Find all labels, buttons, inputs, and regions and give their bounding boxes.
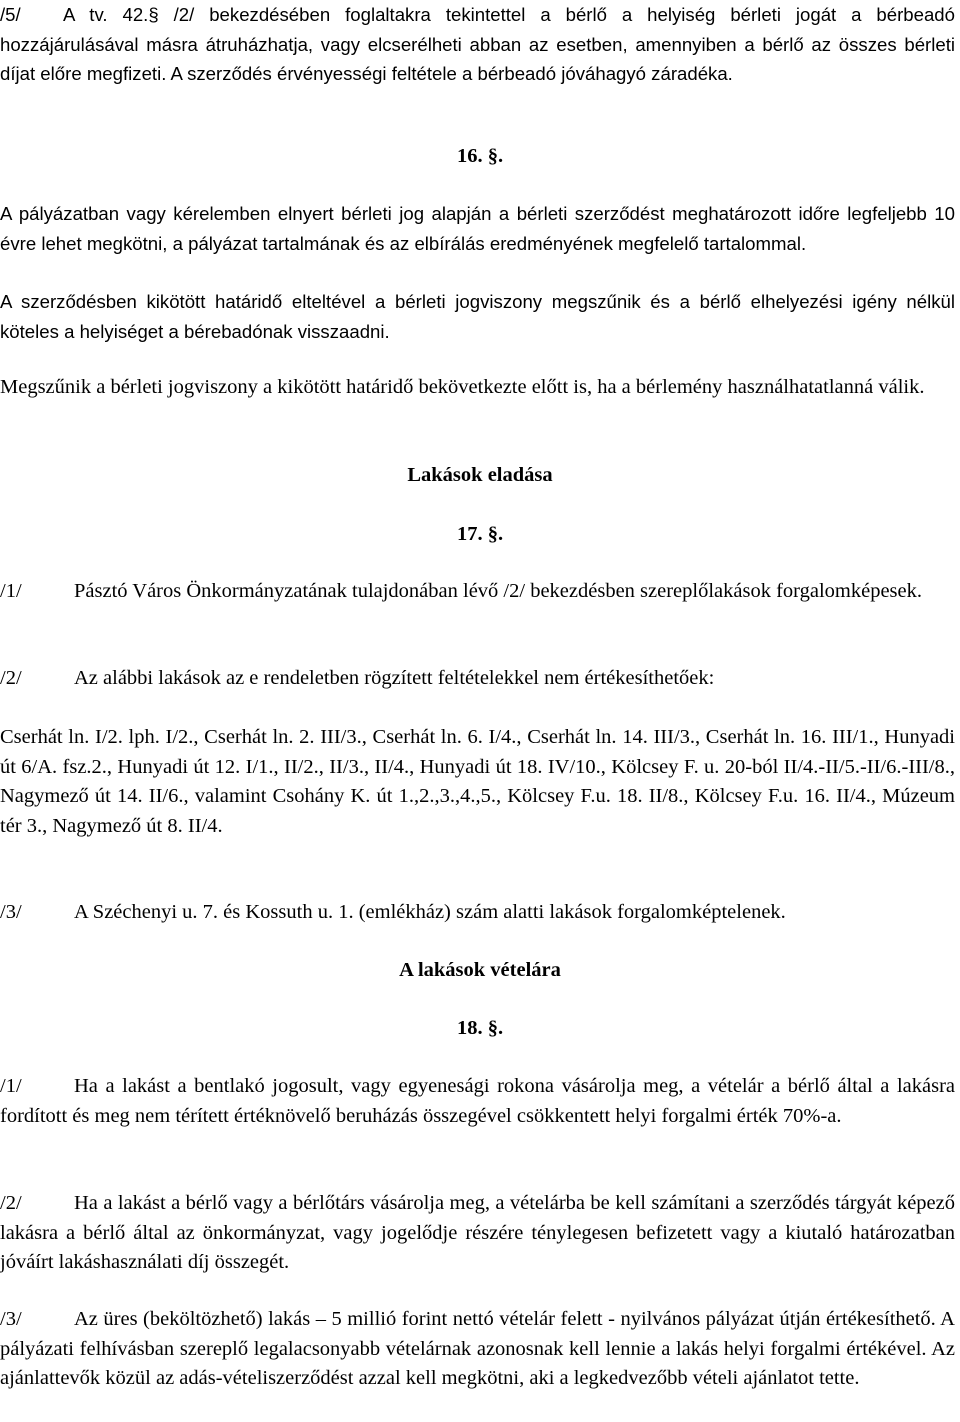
section-16-heading: 16. §. bbox=[456, 145, 504, 167]
paragraph-text: Ha a lakást a bérlő vagy a bérlőtárs vásárolja meg, a vételárba be kell számítani a szerződés tárgyát képező lakásra a bérlő által az önkormányzat, vagy jogelődje részére ténylegesen befizetett vagy a kiutaló határozatban jóváírt lakáshasználati díj összegét. bbox=[0, 1192, 955, 1273]
paragraph-16-1: A pályázatban vagy kérelemben elnyert bérleti jog alapján a bérleti szerződést meghatározott időre legfeljebb 10 évre lehet megkötni, a pályázat tartalmának és az elbírálás eredményének megfelelő tartalommal. bbox=[0, 203, 955, 254]
paragraph-number: /2/ bbox=[0, 1192, 22, 1214]
paragraph-17-3 bbox=[0, 898, 955, 928]
section-title-lakasok-eladasa: Lakások eladása bbox=[407, 464, 553, 486]
apartment-list: Cserhát ln. I/2. lph. I/2., Cserhát ln. 2. III/3., Cserhát ln. 6. I/4., Cserhát ln. 14. III/3., Cserhát ln. 16. III/1., Hunyadi út 6/A. fsz.2., Hunyadi út 12. I/1., II/2., II/3., II/4., Hunyadi út 18. IV/10., Kölcsey F. u. 20-ból II/4.-II/5.-II/6.-III/8., Nagymező út 14. II/6., valamint Csohány K. út 1.,2.,3.,4.,5., Kölcsey F.u. 18. II/8., Kölcsey F.u. 16. II/4., Múzeum tér 3., Nagymező út 8. II/4. bbox=[0, 726, 955, 837]
paragraph-text: Ha a lakást a bentlakó jogosult, vagy egyenesági rokona vásárolja meg, a vételár a bérlő által a lakásra fordított és meg nem térített értéknövelő beruházás összegével csökkentett helyi forgalmi érték 70%-a. bbox=[0, 1075, 955, 1127]
paragraph-18-3 bbox=[0, 1305, 955, 1394]
section-17-heading: 17. §. bbox=[456, 523, 504, 545]
paragraph-text: Az üres (beköltözhető) lakás – 5 millió forint nettó vételár felett - nyilvános pályázat útján értékesíthető. A pályázati felhívásban szereplő legalacsonyabb vételárnak azonosnak kell lennie a lakás helyi forgalmi értékével. Az ajánlattevők közül az adás-vételiszerződést azzal kell megkötni, aki a legkedvezőbb vételi ajánlatot tette. bbox=[0, 1308, 955, 1389]
paragraph-number: /2/ bbox=[0, 667, 22, 689]
paragraph-number: /3/ bbox=[0, 1308, 22, 1330]
section-18-heading: 18. §. bbox=[456, 1017, 504, 1039]
paragraph-15-5 bbox=[0, 0, 955, 89]
paragraph-text: Pásztó Város Önkormányzatának tulajdonában lévő /2/ bekezdésben szereplőlakások forgalomképesek. bbox=[74, 580, 923, 602]
paragraph-17-2 bbox=[0, 664, 955, 694]
paragraph-18-2 bbox=[0, 1189, 955, 1278]
paragraph-number: /1/ bbox=[0, 1075, 22, 1097]
section-title-vetelar: A lakások vételára bbox=[399, 959, 561, 981]
paragraph-number: /3/ bbox=[0, 901, 22, 923]
paragraph-17-1 bbox=[0, 577, 955, 607]
paragraph-text: Az alábbi lakások az e rendeletben rögzített feltételekkel nem értékesíthetőek: bbox=[74, 667, 715, 689]
paragraph-18-1 bbox=[0, 1072, 955, 1131]
paragraph-16-2: A szerződésben kikötött határidő elteltével a bérleti jogviszony megszűnik és a bérlő elhelyezési igény nélkül köteles a helyiséget a bérebadónak visszaadni. bbox=[0, 291, 955, 342]
paragraph-text: A tv. 42.§ /2/ bekezdésében foglaltakra tekintettel a bérlő a helyiség bérleti jogát a bérbeadó hozzájárulásával másra átruházhatja, vagy elcserélheti abban az esetben, amennyiben a bérlő az összes bérleti díjat előre megfizeti. A szerződés érvényességi feltétele a bérbeadó jóváhagyó záradéka. bbox=[0, 4, 955, 84]
paragraph-16-3: Megszűnik a bérleti jogviszony a kikötött határidő bekövetkezte előtt is, ha a bérlemény használhatatlanná válik. bbox=[0, 376, 925, 398]
paragraph-text: A Széchenyi u. 7. és Kossuth u. 1. (emlékház) szám alatti lakások forgalomképtelenek. bbox=[74, 901, 786, 923]
paragraph-number: /5/ bbox=[0, 4, 21, 25]
paragraph-number: /1/ bbox=[0, 580, 22, 602]
